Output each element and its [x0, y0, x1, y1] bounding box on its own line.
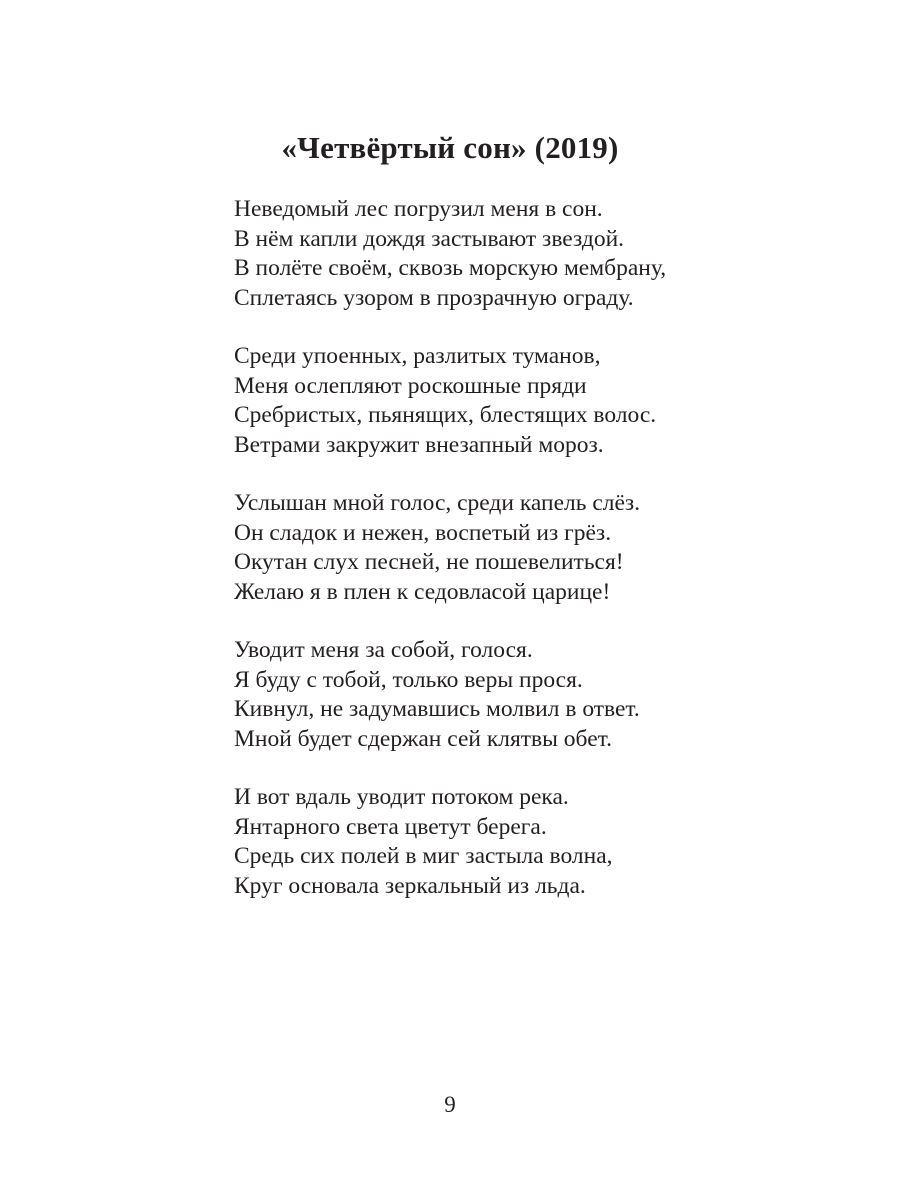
poem-line: Желаю я в плен к седовласой царице!	[234, 578, 611, 605]
stanza-2	[234, 342, 794, 460]
poem-line: Меня ослепляют роскошные пряди	[234, 372, 587, 399]
poem-line: Окутан слух песней, не пошевелиться!	[234, 549, 624, 575]
poem-line: Я буду с тобой, только веры прося.	[234, 666, 583, 693]
poem-line: Кивнул, не задумавшись молвил в ответ.	[234, 696, 640, 722]
poem-line: Янтарного света цветут берега.	[234, 813, 547, 840]
poem-line: Неведомый лес погрузил меня в сон.	[234, 196, 603, 222]
poem-line: Он сладок и нежен, воспетый из грёз.	[234, 519, 612, 546]
poem-line: Сребристых, пьянящих, блестящих волос.	[234, 402, 657, 428]
poem-line: Уводит меня за собой, голося.	[234, 637, 533, 663]
poem-line: Средь сих полей в миг застыла волна,	[234, 843, 613, 869]
stanza-4	[234, 636, 794, 754]
stanza-3	[234, 489, 794, 607]
poem-title: «Четвёртый сон» (2019)	[281, 130, 619, 165]
stanza-1	[234, 195, 794, 313]
poem-line: Круг основала зеркальный из льда.	[234, 872, 586, 899]
poem-line: Среди упоенных, разлитых туманов,	[234, 343, 601, 369]
poem-body	[234, 195, 794, 930]
poem-line: В нём капли дождя застывают звездой.	[234, 225, 625, 252]
poem-line: Мной будет сдержан сей клятвы обет.	[234, 725, 613, 752]
poem-line: В полёте своём, сквозь морскую мембрану,	[234, 255, 667, 281]
stanza-5	[234, 783, 794, 901]
poem-line: Ветрами закружит внезапный мороз.	[234, 431, 604, 458]
poem-line: И вот вдаль уводит потоком река.	[234, 784, 569, 810]
page-number: 9	[444, 1092, 456, 1117]
poem-line: Сплетаясь узором в прозрачную ограду.	[234, 284, 634, 311]
poem-line: Услышан мной голос, среди капель слёз.	[234, 490, 641, 516]
